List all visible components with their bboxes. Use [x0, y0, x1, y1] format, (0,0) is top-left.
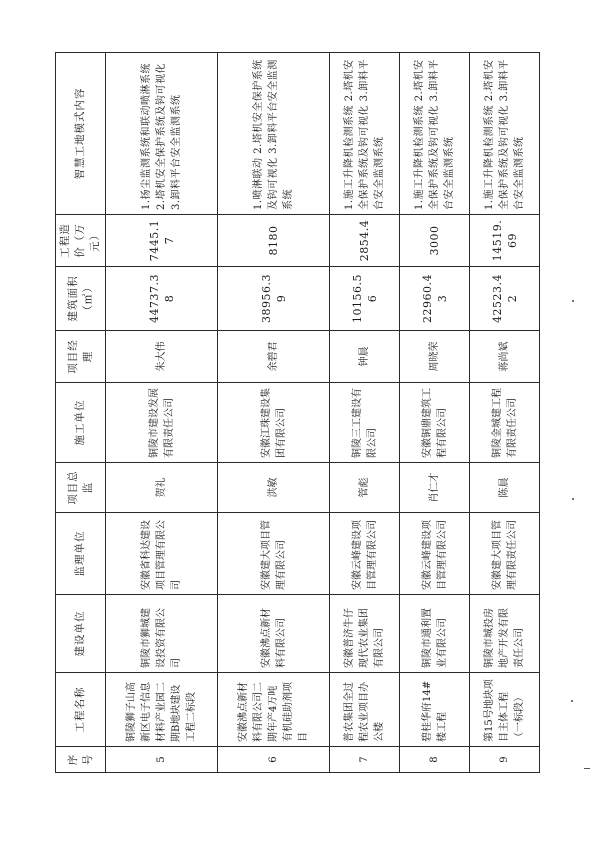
- cell-builder: 安徽普济牛仔现代农业集团有限公司: [330, 595, 400, 673]
- cell-contractor: 安徽江珠建设集团有限公司: [218, 383, 330, 463]
- cell-supervisor: 安徽省科达建设项目管理有限公司: [106, 513, 218, 595]
- header-chief: 项目总监: [56, 463, 106, 513]
- cell-builder: 铜陵市狮城建设投资有限公司: [106, 595, 218, 673]
- cell-no: 7: [330, 747, 400, 773]
- cell-no: 8: [400, 747, 470, 773]
- header-builder: 建设单位: [56, 595, 106, 673]
- cell-builder: 铜陵市城投房地产开发有限责任公司: [470, 595, 540, 673]
- table-header-row: [56, 53, 106, 773]
- cell-content: 1.扬尘监测系统和联动喷淋系统 2.塔机安全保护系统及钩可视化 3.卸料平台安全监测系统: [106, 53, 218, 215]
- table-row: [106, 53, 218, 773]
- cell-project: 铜陵狮子山高新区电子信息材料产业园二期B地块建设工程二标段: [106, 673, 218, 747]
- cell-contractor: 安徽铜鼎建筑工程有限公司: [400, 383, 470, 463]
- cell-content: 1.喷淋联动 2.塔机安全保护系统及钩可视化 3.卸料平台安全监测系统: [218, 53, 330, 215]
- cell-area: 38956.39: [218, 267, 330, 331]
- scan-speck: [572, 300, 574, 302]
- cell-area: 22960.43: [400, 267, 470, 331]
- cell-manager: 周晓荣: [400, 331, 470, 383]
- cell-chief: 肖仁才: [400, 463, 470, 513]
- cell-chief: 洪敏: [218, 463, 330, 513]
- cell-supervisor: 安徽云峰建设项目管理有限公司: [330, 513, 400, 595]
- cell-manager: 朱大伟: [106, 331, 218, 383]
- header-project: 工程名称: [56, 673, 106, 747]
- cell-chief: 管彪: [330, 463, 400, 513]
- header-content: 智慧工地模式内容: [56, 53, 106, 215]
- cell-area: 44737.38: [106, 267, 218, 331]
- cell-contractor: 铜陵金城建工程有限责任公司: [470, 383, 540, 463]
- cell-contractor: 铜陵市建设发展有限责任公司: [106, 383, 218, 463]
- cell-project: 安徽沸点新材料有限公司二期年产4万吨有机硅助剂项目: [218, 673, 330, 747]
- header-no: 序号: [56, 747, 106, 773]
- header-area: 建筑面积（㎡）: [56, 267, 106, 331]
- cell-chief: 陈晨: [470, 463, 540, 513]
- cell-no: 6: [218, 747, 330, 773]
- cell-area: 42523.42: [470, 267, 540, 331]
- header-cost: 工程造价（万元）: [56, 215, 106, 267]
- cell-builder: 铜陵市通利置业有限公司: [400, 595, 470, 673]
- header-supervisor: 监理单位: [56, 513, 106, 595]
- cell-cost: 14519.69: [470, 215, 540, 267]
- cell-cost: 2854.4: [330, 215, 400, 267]
- cell-builder: 安徽沸点新材料有限公司: [218, 595, 330, 673]
- scan-speck: [572, 498, 574, 500]
- cell-no: 5: [106, 747, 218, 773]
- cell-project: 普农集团全过程农业项目办公楼: [330, 673, 400, 747]
- cell-area: 10156.56: [330, 267, 400, 331]
- cell-contractor: 铜陵三工建设有限公司: [330, 383, 400, 463]
- cell-cost: 3000: [400, 215, 470, 267]
- cell-supervisor: 安徽建大项目管理有限公司: [218, 513, 330, 595]
- header-contractor: 施工单位: [56, 383, 106, 463]
- cell-supervisor: 安徽云峰建设项目管理有限公司: [400, 513, 470, 595]
- cell-content: 1.施工升降机检测系统 2.塔机安全保护系统及钩可视化 3.卸料平台安全监测系统: [330, 53, 400, 215]
- cell-project: 第15号地块项目主体工程（一标段）: [470, 673, 540, 747]
- cell-cost: 7445.17: [106, 215, 218, 267]
- cell-manager: 余碧君: [218, 331, 330, 383]
- cell-manager: 蒋尚斌: [470, 331, 540, 383]
- smart-site-project-table: [55, 52, 540, 773]
- cell-content: 1.施工升降机检测系统 2.塔机安全保护系统及钩可视化 3.卸料平台安全监测系统: [400, 53, 470, 215]
- table-row: [400, 53, 470, 773]
- cell-content: 1.施工升降机检测系统 2.塔机安全保护系统及钩可视化 3.卸料平台安全监测系统: [470, 53, 540, 215]
- cell-manager: 钟晨: [330, 331, 400, 383]
- table-row: [470, 53, 540, 773]
- cell-cost: 8180: [218, 215, 330, 267]
- cell-project: 碧桂华府14#楼工程: [400, 673, 470, 747]
- table-row: [330, 53, 400, 773]
- scan-speck: [571, 700, 573, 702]
- cell-no: 9: [470, 747, 540, 773]
- cell-supervisor: 安徽建大项目管理有限责任公司: [470, 513, 540, 595]
- cell-chief: 贺礼: [106, 463, 218, 513]
- scan-mark: [584, 768, 590, 769]
- table-row: [218, 53, 330, 773]
- header-manager: 项目经理: [56, 331, 106, 383]
